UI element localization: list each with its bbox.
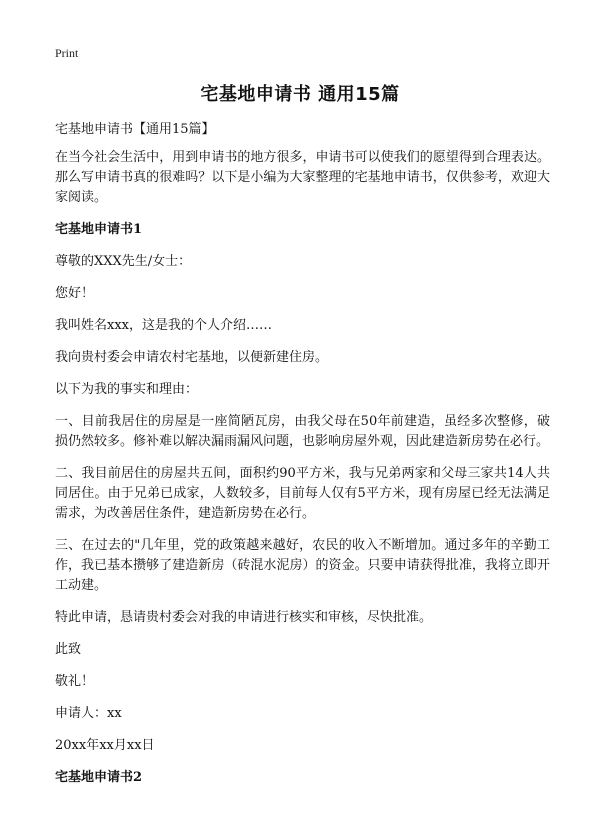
section-heading-1: 宅基地申请书1 [55,222,143,237]
section-heading-2: 宅基地申请书2 [55,770,143,785]
reason-paragraph-1: 一、目前我居住的房屋是一座简陋瓦房，由我父母在50年前建造，虽经多次整修，破损仍然较多。修补难以解决漏雨漏风问题，也影响房屋外观，因此建造新房势在必行。 [55,414,550,449]
document-body [55,120,550,800]
closing-jingli: 敬礼！ [55,674,95,689]
page-title: 宅基地申请书 通用15篇 [200,84,400,105]
intro-paragraph: 在当今社会生活中，用到申请书的地方很多，申请书可以使我们的愿望得到合理表达。那么写申请书真的很难吗？以下是小编为大家整理的宅基地申请书，仅供参考，欢迎大家阅读。 [55,150,550,205]
request-paragraph: 我向贵村委会申请农村宅基地，以便新建住房。 [55,350,329,365]
self-intro: 我叫姓名xxx，这是我的个人介绍…… [55,318,272,333]
date-line: 20xx年xx月xx日 [55,738,155,753]
salutation: 尊敬的XXX先生/女士： [55,254,192,269]
document-subtitle: 宅基地申请书【通用15篇】 [55,122,215,137]
greeting: 您好！ [55,286,95,301]
closing-request: 特此申请，恳请贵村委会对我的申请进行核实和审核，尽快批准。 [55,610,433,625]
print-link[interactable]: Print [55,46,79,60]
reasons-intro: 以下为我的事实和理由： [55,382,199,397]
reason-paragraph-2: 二、我目前居住的房屋共五间，面积约90平方米，我与兄弟两家和父母三家共14人共同居住。由于兄弟已成家，人数较多，目前每人仅有5平方米，现有房屋已经无法满足需求，为改善居住条件，建造新房势在必行。 [55,466,550,521]
applicant-line: 申请人：xx [55,706,122,721]
reason-paragraph-3: 三、在过去的"几年里，党的政策越来越好，农民的收入不断增加。通过多年的辛勤工作，我已基本攒够了建造新房（砖混水泥房）的资金。只要申请获得批准，我将立即开工动建。 [55,538,550,593]
closing-cizhi: 此致 [55,642,82,657]
